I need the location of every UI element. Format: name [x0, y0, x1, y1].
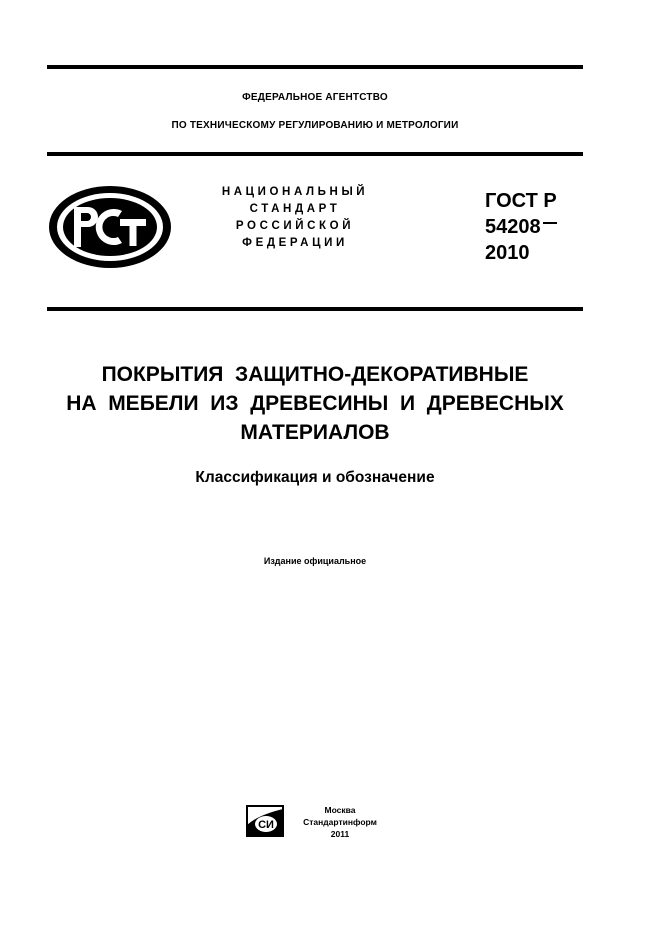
top-rule [47, 65, 583, 69]
standard-type-line: РОССИЙСКОЙ [235, 220, 355, 232]
edition-note: Издание официальное [263, 556, 367, 566]
bottom-rule [47, 307, 583, 311]
middle-rule [47, 152, 583, 156]
title-line: ПОКРЫТИЯ ЗАЩИТНО-ДЕКОРАТИВНЫЕ [101, 363, 529, 386]
standartinform-logo-icon [246, 805, 284, 837]
document-subtitle: Классификация и обозначение [195, 469, 435, 486]
publisher-name: Стандартинформ [303, 817, 377, 827]
agency-line-2: ПО ТЕХНИЧЕСКОМУ РЕГУЛИРОВАНИЮ И МЕТРОЛОГИИ [171, 120, 459, 131]
title-line: МАТЕРИАЛОВ [240, 421, 390, 444]
rst-logo-icon [46, 183, 174, 280]
standard-type [200, 184, 390, 252]
standard-type-line: СТАНДАРТ [249, 203, 341, 215]
gost-designation: ГОСТ Р [485, 190, 557, 212]
agency-line-1: ФЕДЕРАЛЬНОЕ АГЕНТСТВО [242, 92, 388, 103]
title-line: НА МЕБЕЛИ ИЗ ДРЕВЕСИНЫ И ДРЕВЕСНЫХ [66, 392, 564, 415]
gost-year: 2010 [485, 242, 530, 264]
svg-text:СИ: СИ [258, 819, 274, 831]
svg-text:РСТ: РСТ [110, 279, 112, 280]
publisher-block [288, 804, 392, 840]
gost-dash [543, 222, 557, 224]
document-title [47, 360, 583, 447]
publisher-year: 2011 [330, 829, 350, 839]
publisher-city: Москва [324, 805, 356, 815]
standard-type-line: НАЦИОНАЛЬНЫЙ [221, 186, 369, 198]
gost-number: 54208 [485, 216, 541, 238]
standard-type-line: ФЕДЕРАЦИИ [242, 237, 348, 249]
standard-number-block [485, 188, 557, 266]
